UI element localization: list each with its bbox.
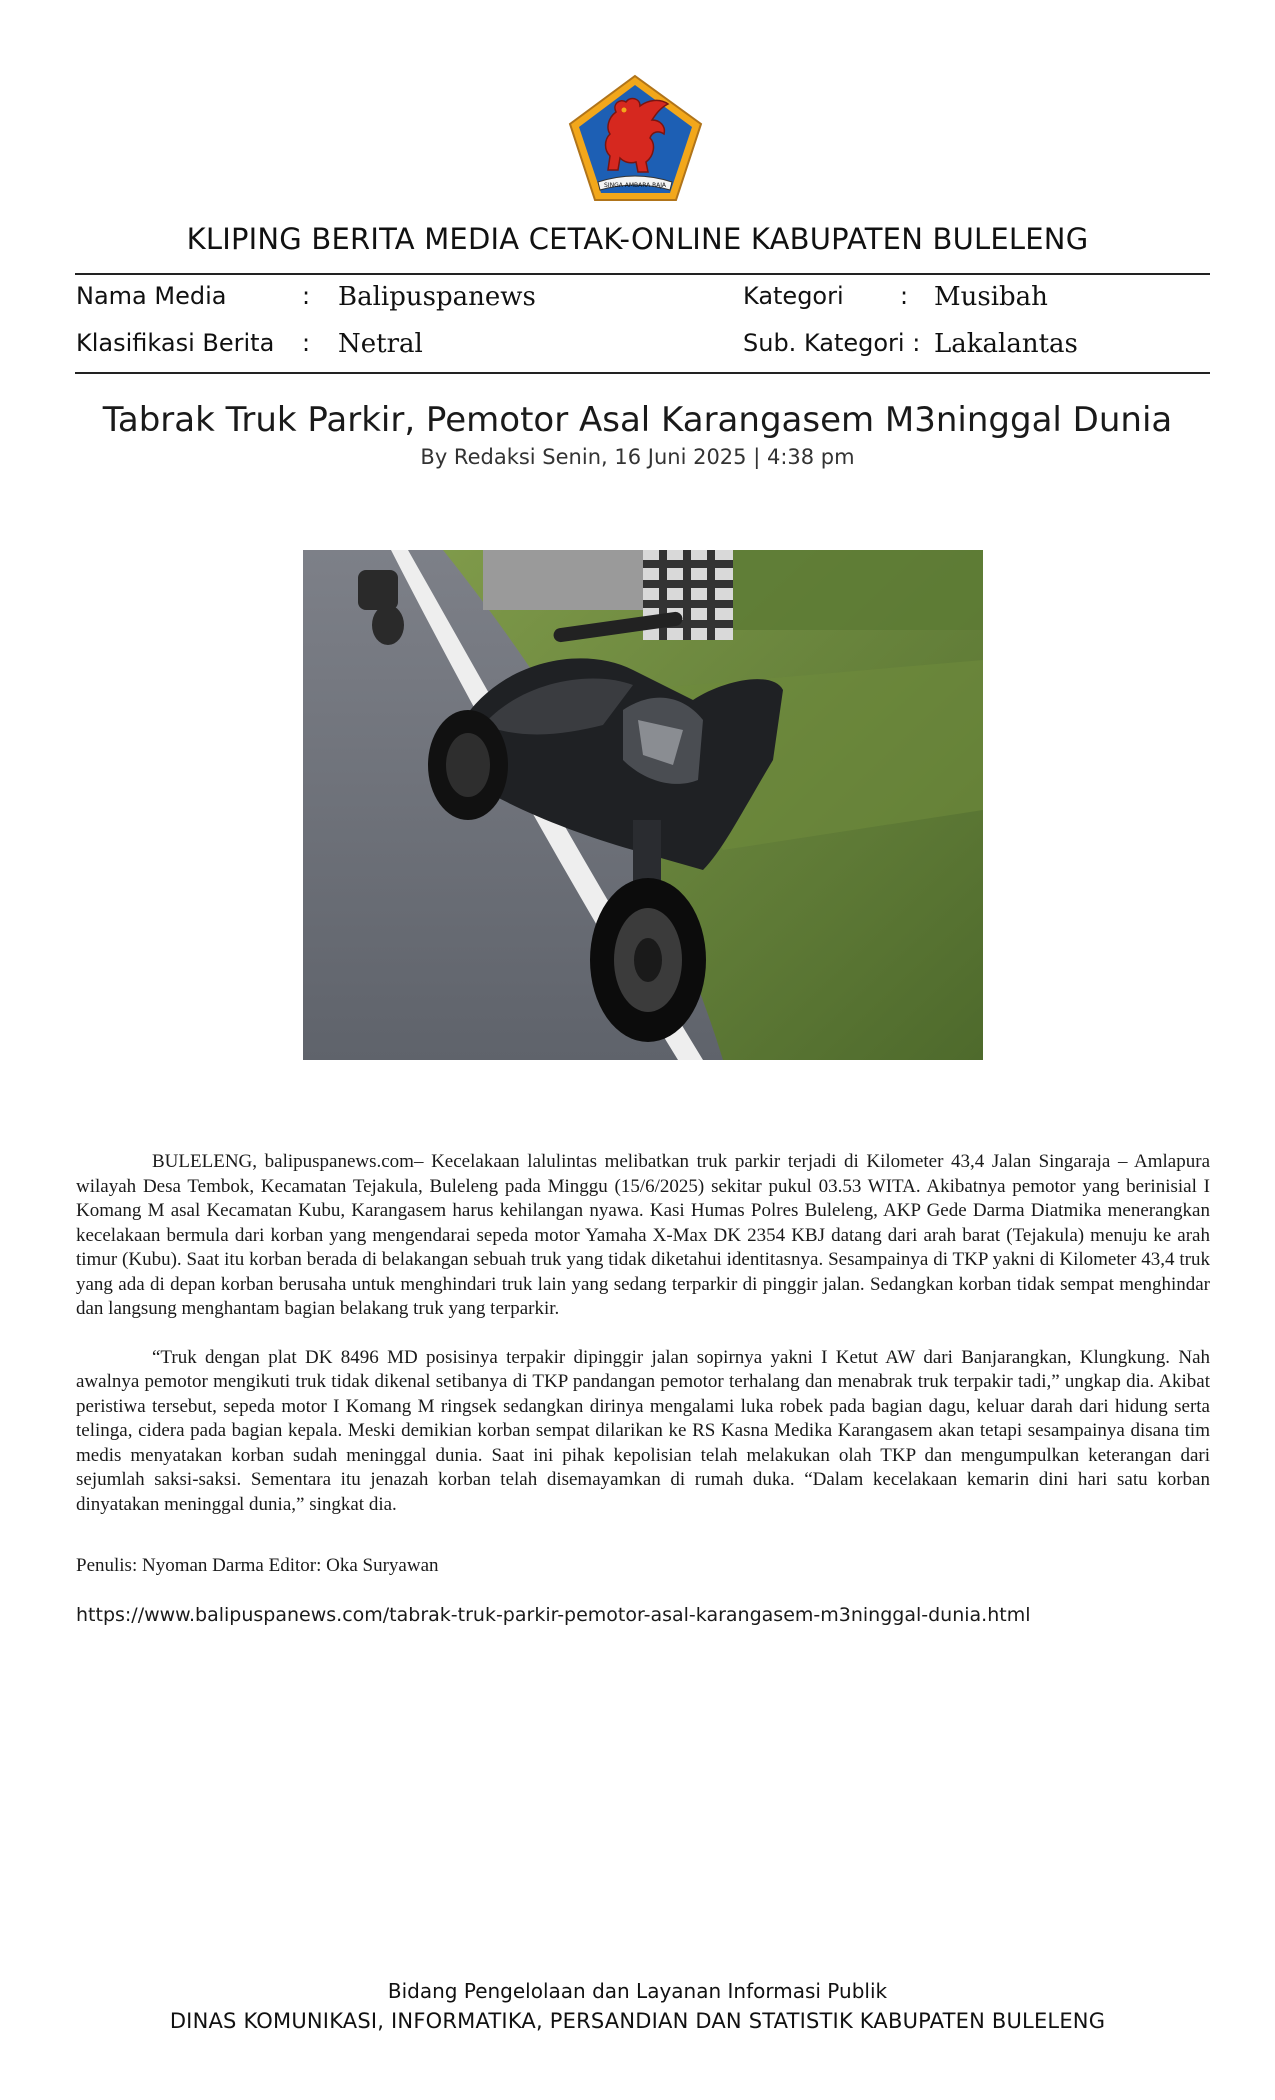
klasifikasi-label: Klasifikasi Berita bbox=[76, 329, 275, 357]
article-body bbox=[76, 1150, 1210, 1541]
logo-caption: SINGA AMBARA RAJA bbox=[604, 182, 666, 189]
article-paragraph: “Truk dengan plat DK 8496 MD posisinya terpakir dipinggir jalan sopirnya yakni I Ketut AW dari Banjarangkan, Klungkung. Nah awalnya pemotor mengikuti truk tidak dikenal setibanya di TKP pandangan pemotor terhalang dan menabrak truk terpakir tadi,” ungkap dia. Akibat peristiwa tersebut, sepeda motor I Komang M ringsek sedangkan dirinya mengalami luka robek pada bagian dagu, keluar darah dari hidung serta telinga, cidera pada bagian kepala. Meski demikian korban sempat dilarikan ke RS Kasna Medika Karangasem akan tetapi sesampainya disana tim medis menyatakan korban sudah meninggal dunia. Saat ini pihak kepolisian telah melakukan olah TKP dan mengumpulkan keterangan dari sejumlah saksi-saksi. Sementara itu jenazah korban telah disemayamkan di rumah duka. “Dalam kecelakaan kemarin dini hari satu korban dinyatakan meninggal dunia,” singkat dia. bbox=[76, 1346, 1210, 1515]
source-url[interactable]: https://www.balipuspanews.com/tabrak-truk-parkir-pemotor-asal-karangasem-m3ninggal-dunia.html bbox=[76, 1604, 1031, 1626]
top-divider bbox=[75, 273, 1210, 275]
kategori-value: Musibah bbox=[934, 282, 1048, 312]
media-label: Nama Media bbox=[76, 282, 227, 310]
subkategori-label: Sub. Kategori : bbox=[743, 329, 921, 357]
article-credit: Penulis: Nyoman Darma Editor: Oka Suryawan bbox=[76, 1555, 439, 1576]
footer-agency: DINAS KOMUNIKASI, INFORMATIKA, PERSANDIAN DAN STATISTIK KABUPATEN BULELENG bbox=[169, 2009, 1106, 2033]
media-value: Balipuspanews bbox=[338, 282, 536, 312]
klasifikasi-colon: : bbox=[302, 329, 311, 357]
kabupaten-buleleng-logo bbox=[568, 74, 703, 202]
bottom-divider bbox=[75, 372, 1210, 374]
footer-department: Bidang Pengelolaan dan Layanan Informasi Publik bbox=[387, 1979, 888, 2003]
article-paragraph: BULELENG, balipuspanews.com– Kecelakaan lalulintas melibatkan truk parkir terjadi di Kilometer 43,4 Jalan Singaraja – Amlapura wilayah Desa Tembok, Kecamatan Tejakula, Buleleng pada Minggu (15/6/2025) sekitar pukul 03.53 WITA. Akibatnya pemotor yang berinisial I Komang M asal Kecamatan Kubu, Karangasem harus kehilangan nyawa. Kasi Humas Polres Buleleng, AKP Gede Darma Diatmika menerangkan kecelakaan bermula dari korban yang mengendarai sepeda motor Yamaha X-Max DK 2354 KBJ datang dari arah barat (Tejakula) menuju ke arah timur (Kubu). Saat itu korban berada di belakangan sebuah truk yang tidak diketahui identitasnya. Sesampainya di TKP yakni di Kilometer 43,4 truk yang ada di depan korban berusaha untuk menghindari truk lain yang sedang terparkir di pinggir jalan. Sedangkan korban tidak sempat menghindar dan langsung menghantam bagian belakang truk yang terparkir. bbox=[76, 1151, 1210, 1319]
kliping-title: KLIPING BERITA MEDIA CETAK-ONLINE KABUPATEN BULELENG bbox=[186, 222, 1089, 256]
kategori-colon: : bbox=[900, 282, 909, 310]
article-headline: Tabrak Truk Parkir, Pemotor Asal Karangasem M3ninggal Dunia bbox=[102, 400, 1173, 440]
kategori-label: Kategori bbox=[743, 282, 844, 310]
subkategori-value: Lakalantas bbox=[934, 329, 1078, 359]
media-colon: : bbox=[302, 282, 311, 310]
article-byline: By Redaksi Senin, 16 Juni 2025 | 4:38 pm bbox=[420, 445, 855, 469]
article-photo bbox=[303, 550, 983, 1060]
klasifikasi-value: Netral bbox=[338, 329, 423, 359]
